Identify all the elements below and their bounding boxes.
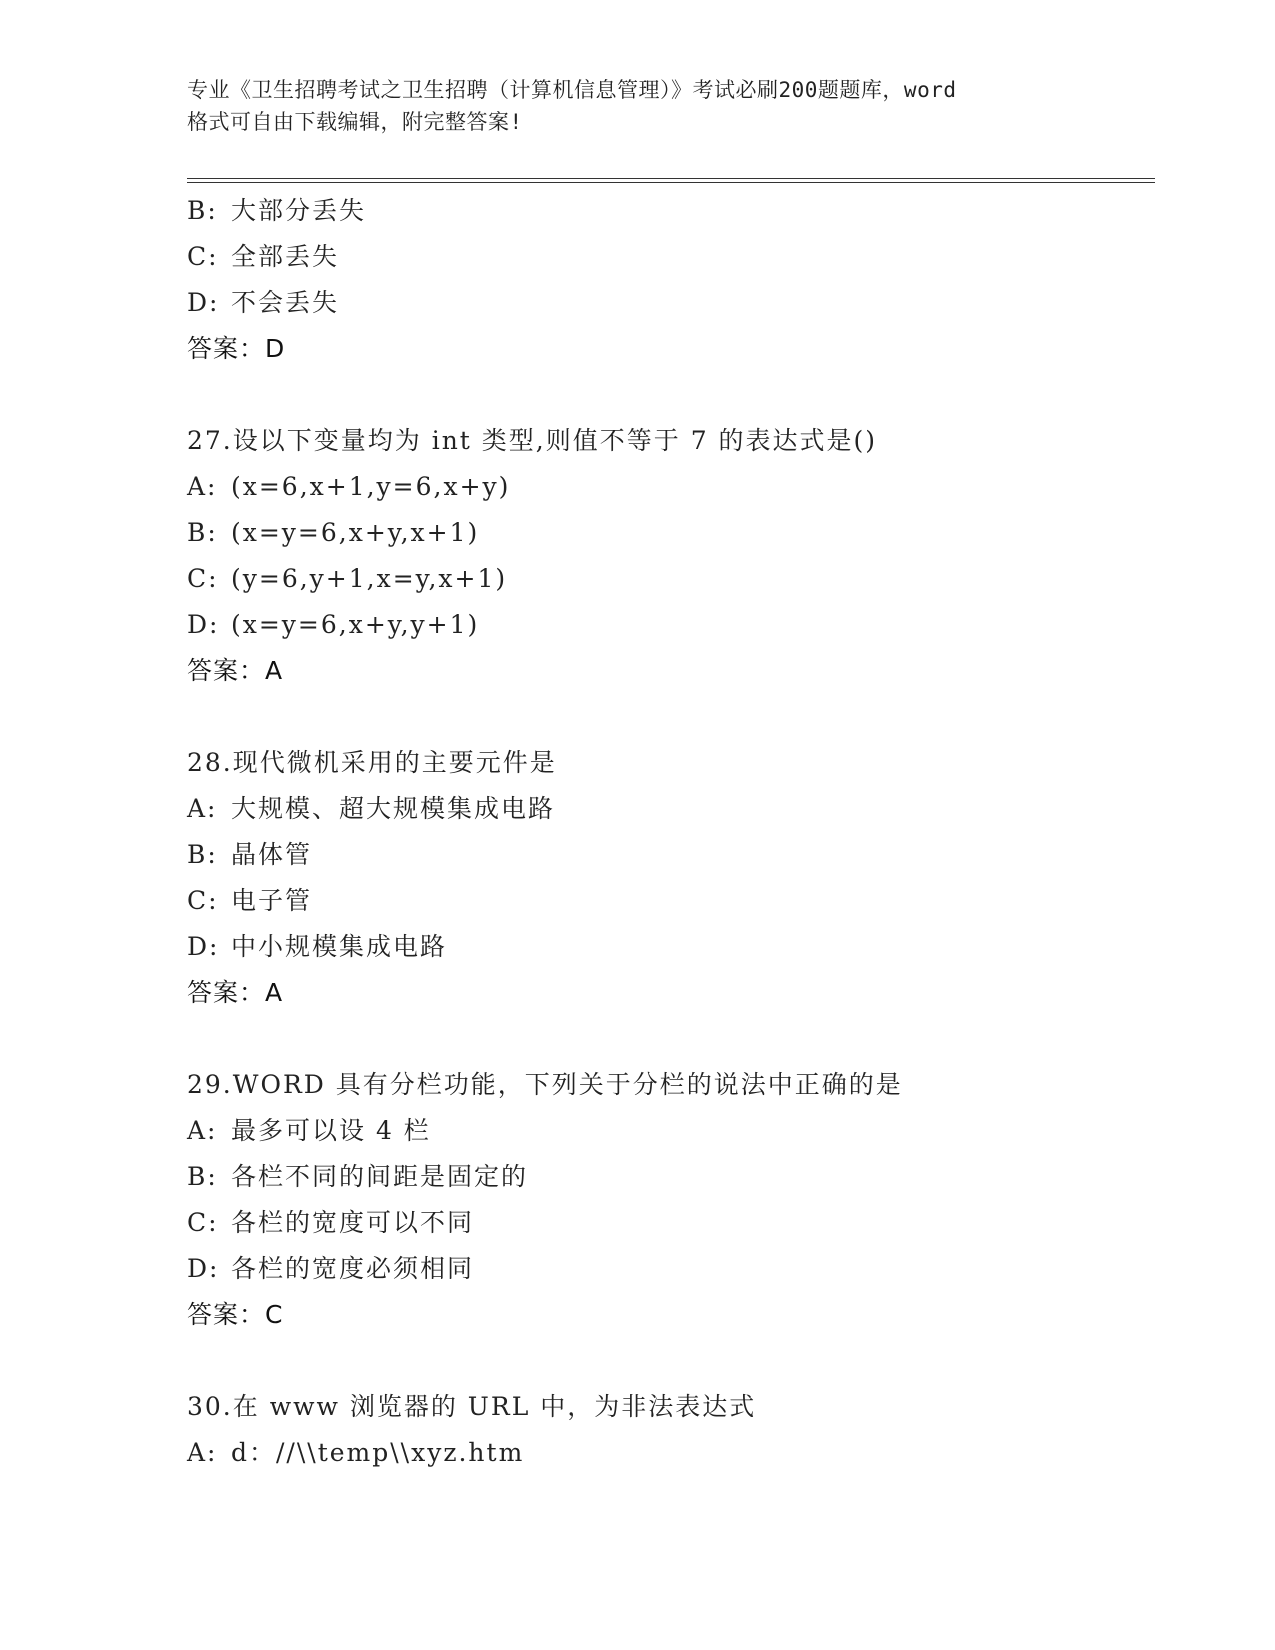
option-text: 不会丢失: [231, 288, 340, 317]
option-b: [187, 510, 1147, 556]
option-d: [187, 280, 1147, 326]
question-stem: 28.现代微机采用的主要元件是: [187, 748, 557, 777]
answer-line: 答案：A: [187, 656, 284, 685]
option-text: (x=y=6,x+y,y+1): [231, 610, 480, 639]
option-c: [187, 234, 1147, 280]
option-letter: A:: [187, 472, 218, 501]
answer-line: 答案：C: [187, 1300, 284, 1329]
header-line-2: 格式可自由下载编辑，附完整答案!: [187, 110, 523, 134]
option-a: [187, 1108, 1147, 1154]
option-b: [187, 188, 1147, 234]
answer-line: 答案：D: [187, 334, 286, 363]
question-29: [187, 1062, 1147, 1338]
option-b: [187, 1154, 1147, 1200]
option-letter: B:: [187, 1162, 218, 1191]
option-text: 晶体管: [231, 840, 313, 869]
option-a: [187, 1430, 1147, 1476]
option-c: [187, 878, 1147, 924]
option-text: 各栏不同的间距是固定的: [231, 1162, 529, 1191]
option-letter: A:: [187, 1438, 218, 1467]
option-a: [187, 464, 1147, 510]
header-divider-top: [187, 178, 1155, 179]
option-text: 中小规模集成电路: [231, 932, 448, 961]
option-text: 最多可以设 4 栏: [231, 1116, 431, 1145]
option-letter: A:: [187, 794, 218, 823]
option-letter: B:: [187, 840, 218, 869]
spacer: [187, 372, 1147, 418]
option-b: [187, 832, 1147, 878]
option-text: 电子管: [231, 886, 313, 915]
question-stem: 30.在 www 浏览器的 URL 中，为非法表达式: [187, 1392, 757, 1421]
option-text: 大部分丢失: [231, 196, 367, 225]
option-letter: C:: [187, 242, 219, 271]
option-c: [187, 556, 1147, 602]
question-30: [187, 1384, 1147, 1476]
option-letter: C:: [187, 564, 219, 593]
option-letter: D:: [187, 288, 220, 317]
option-d: [187, 602, 1147, 648]
question-list: [187, 188, 1147, 1476]
option-c: [187, 1200, 1147, 1246]
option-text: 大规模、超大规模集成电路: [231, 794, 556, 823]
option-letter: C:: [187, 1208, 219, 1237]
question-26-tail: [187, 188, 1147, 372]
document-header: [187, 74, 1087, 138]
question-stem: 27.设以下变量均为 int 类型,则值不等于 7 的表达式是(): [187, 426, 878, 455]
question-stem: 29.WORD 具有分栏功能，下列关于分栏的说法中正确的是: [187, 1070, 903, 1099]
spacer: [187, 1338, 1147, 1384]
option-text: 各栏的宽度可以不同: [231, 1208, 475, 1237]
header-divider-bottom: [187, 182, 1155, 183]
option-letter: D:: [187, 610, 220, 639]
option-letter: B:: [187, 518, 218, 547]
spacer: [187, 1016, 1147, 1062]
option-text: (y=6,y+1,x=y,x+1): [231, 564, 508, 593]
option-a: [187, 786, 1147, 832]
header-line-1: 专业《卫生招聘考试之卫生招聘（计算机信息管理）》考试必刷200题题库，word: [187, 78, 957, 102]
option-letter: D:: [187, 932, 220, 961]
option-letter: B:: [187, 196, 218, 225]
option-text: (x=6,x+1,y=6,x+y): [231, 472, 511, 501]
option-text: (x=y=6,x+y,x+1): [231, 518, 480, 547]
option-text: d：//\\temp\\xyz.htm: [231, 1438, 525, 1467]
option-letter: A:: [187, 1116, 218, 1145]
option-letter: C:: [187, 886, 219, 915]
answer-line: 答案：A: [187, 978, 284, 1007]
question-28: [187, 740, 1147, 1016]
option-text: 全部丢失: [231, 242, 340, 271]
option-d: [187, 924, 1147, 970]
option-text: 各栏的宽度必须相同: [231, 1254, 475, 1283]
question-27: [187, 418, 1147, 694]
option-d: [187, 1246, 1147, 1292]
spacer: [187, 694, 1147, 740]
option-letter: D:: [187, 1254, 220, 1283]
